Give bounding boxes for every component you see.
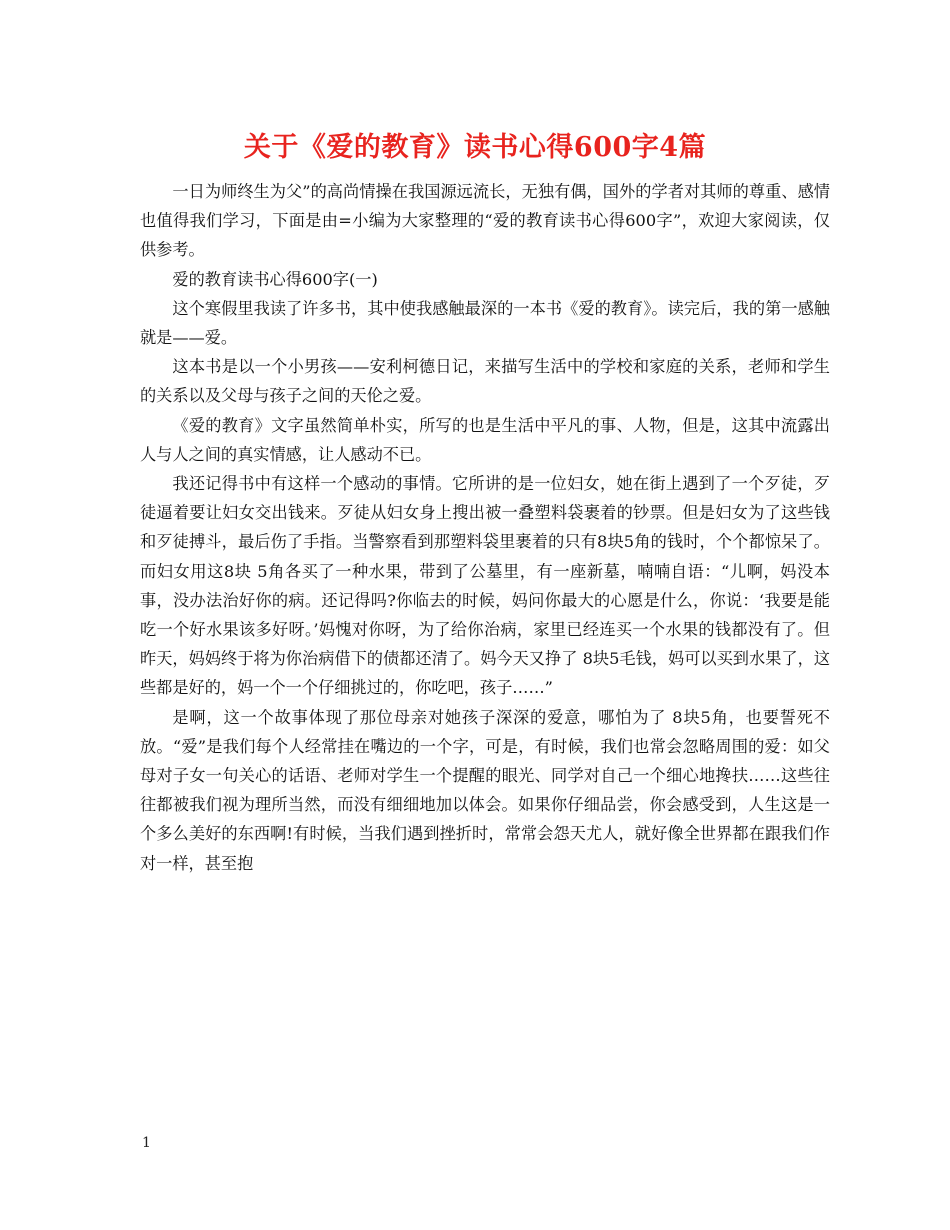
document-title: 关于《爱的教育》读书心得600字4篇 (243, 132, 707, 163)
paragraph: 我还记得书中有这样一个感动的事情。它所讲的是一位妇女，她在街上遇到了一个歹徒，歹徒逼着要让妇女交出钱来。歹徒从妇女身上搜出被一叠塑料袋裹着的钞票。但是妇女为了这些钱和歹徒搏斗，最后伤了手指。当警察看到那塑料袋里裹着的只有8块5角的钱时，个个都惊呆了。而妇女用这8块 5角各买了一种水果，带到了公墓里，有一座新墓，喃喃自语：“儿啊，妈没本事，没办法治好你的病。还记得吗?你临去的时候，妈问你最大的心愿是什么，你说：‘我要是能吃一个好水果该多好呀。’妈愧对你呀，为了给你治病，家里已经连买一个水果的钱都没有了。但昨天，妈妈终于将为你治病借下的债都还清了。妈今天又挣了 8块5毛钱，妈可以买到水果了，这些都是好的，妈一个一个仔细挑过的，你吃吧，孩子……” (140, 474, 830, 698)
section-heading: 爱的教育读书心得600字(一) (172, 269, 378, 289)
document-body (140, 177, 830, 878)
paragraph: 是啊，这一个故事体现了那位母亲对她孩子深深的爱意，哪怕为了 8块5角，也要誓死不放。“爱”是我们每个人经常挂在嘴边的一个字，可是，有时候，我们也常会忽略周围的爱：如父母对子女一句关心的话语、老师对学生一个提醒的眼光、同学对自己一个细心地搀扶……这些往往都被我们视为理所当然，而没有细细地加以体会。如果你仔细品尝，你会感受到，人生这是一个多么美好的东西啊!有时候，当我们遇到挫折时，常常会怨天尤人，就好像全世界都在跟我们作对一样，甚至抱 (140, 707, 830, 873)
page-number: 1 (142, 1135, 151, 1151)
paragraph: 这个寒假里我读了许多书，其中使我感触最深的一本书《爱的教育》。读完后，我的第一感触就是——爱。 (140, 298, 830, 348)
paragraph: 这本书是以一个小男孩——安利柯德日记，来描写生活中的学校和家庭的关系，老师和学生的关系以及父母与孩子之间的天伦之爱。 (140, 357, 830, 406)
paragraph: 《爱的教育》文字虽然简单朴实，所写的也是生活中平凡的事、人物，但是，这其中流露出人与人之间的真实情感，让人感动不已。 (140, 415, 830, 464)
paragraph-intro: 一日为师终生为父”的高尚情操在我国源远流长，无独有偶，国外的学者对其师的尊重、感情也值得我们学习，下面是由=小编为大家整理的“爱的教育读书心得600字”，欢迎大家阅读，仅供参考。 (140, 182, 830, 260)
